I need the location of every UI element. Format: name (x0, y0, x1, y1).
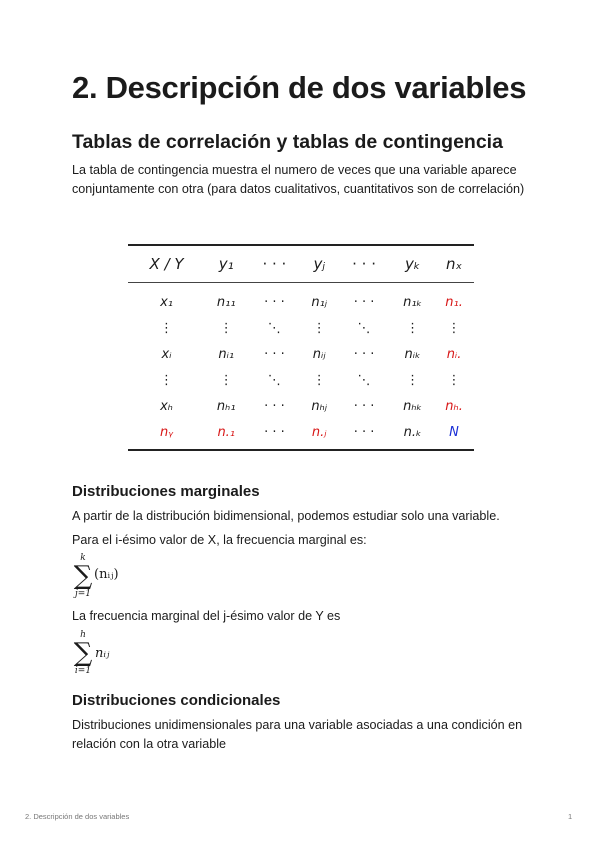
table-cell: ⋮ (312, 372, 326, 388)
table-row (128, 393, 474, 419)
table-cell: · · · (353, 346, 375, 362)
table-cell: · · · (264, 398, 285, 414)
formula-marginal-x (72, 553, 142, 601)
formula-body: nᵢⱼ (95, 646, 110, 661)
table-header-cell: X / Y (128, 245, 205, 283)
table-cell: nₕ₁ (216, 398, 236, 414)
table-cell: n₁. (445, 294, 463, 310)
table-header-cell: · · · (247, 245, 301, 283)
table-cell: ⋱ (267, 372, 281, 388)
formula-body: (nᵢⱼ) (94, 567, 119, 582)
table-cell: n.ₖ (391, 419, 434, 450)
table-cell: nᵧ (128, 419, 205, 450)
table-cell: ⋮ (160, 372, 174, 388)
intro-paragraph: La tabla de contingencia muestra el numero de veces que una variable aparece conjuntamente con otra (para datos cualitativos, cuantitativos son de correlación) (72, 163, 525, 196)
contingency-table (128, 244, 474, 456)
table-cell: ⋮ (312, 320, 326, 336)
summation-symbol: k ∑ j=1 (73, 553, 93, 599)
table-row (128, 315, 474, 341)
table-cell: · · · (353, 294, 375, 310)
table-header-cell: · · · (337, 245, 391, 283)
page-title: 2. Descripción de dos variables (72, 70, 527, 105)
table-cell: ⋱ (357, 372, 371, 388)
table-cell: · · · (264, 346, 285, 362)
summation-symbol: h ∑ i=1 (73, 630, 93, 676)
table-cell: n₁ₖ (403, 294, 423, 310)
table-cell: · · · (337, 419, 391, 450)
table-cell: xₕ (160, 398, 173, 414)
table-row (128, 283, 474, 316)
table-cell: ⋱ (357, 320, 371, 336)
table-cell: ⋮ (447, 320, 461, 336)
table-header-cell: nₓ (434, 245, 474, 283)
marginales-paragraph-1: A partir de la distribución bidimensional, podemos estudiar solo una variable. (72, 509, 500, 523)
page-number: 1 (568, 812, 573, 821)
table-cell-total: N (434, 419, 474, 450)
table-row-totals (128, 419, 474, 450)
table-row (128, 367, 474, 393)
table-cell: nᵢ₁ (218, 346, 235, 362)
table-cell: · · · (247, 419, 301, 450)
table-cell: · · · (264, 294, 285, 310)
table-cell: nᵢ. (446, 346, 462, 362)
section-heading: Tablas de correlación y tablas de contingencia (72, 131, 503, 153)
formula-marginal-y (72, 630, 142, 678)
table-cell: xᵢ (161, 346, 172, 362)
footer-title: 2. Descripción de dos variables (25, 812, 130, 821)
marginales-paragraph-3: La frecuencia marginal del j-ésimo valor de Y es (72, 609, 341, 623)
table-header-cell: y₁ (205, 245, 247, 283)
table-cell: x₁ (160, 294, 173, 310)
table-cell: ⋮ (219, 372, 233, 388)
table-cell: nᵢₖ (404, 346, 421, 362)
table-cell: nₕₖ (403, 398, 423, 414)
table-header-cell: yₖ (391, 245, 434, 283)
table-cell: ⋮ (406, 320, 420, 336)
table-cell: nₕⱼ (311, 398, 328, 414)
table-header-row (128, 245, 474, 283)
table-cell: · · · (353, 398, 375, 414)
table-cell: nₕ. (445, 398, 463, 414)
condicionales-paragraph: Distribuciones unidimensionales para una variable asociadas a una condición en relación con la otra variable (72, 718, 523, 751)
table-cell: ⋮ (447, 372, 461, 388)
table-cell: n₁₁ (216, 294, 236, 310)
table-cell: ⋮ (219, 320, 233, 336)
table-cell: ⋮ (160, 320, 174, 336)
table-header-cell: yⱼ (301, 245, 337, 283)
marginales-paragraph-2: Para el i-ésimo valor de X, la frecuencia marginal es: (72, 533, 367, 547)
table-cell: n₁ⱼ (311, 294, 328, 310)
marginales-heading: Distribuciones marginales (72, 483, 260, 500)
table-cell: nᵢⱼ (312, 346, 326, 362)
table-cell: n.ⱼ (301, 419, 337, 450)
table-row (128, 341, 474, 367)
table-cell: n.₁ (205, 419, 247, 450)
table-cell: ⋱ (267, 320, 281, 336)
condicionales-heading: Distribuciones condicionales (72, 692, 281, 709)
table-cell: ⋮ (406, 372, 420, 388)
